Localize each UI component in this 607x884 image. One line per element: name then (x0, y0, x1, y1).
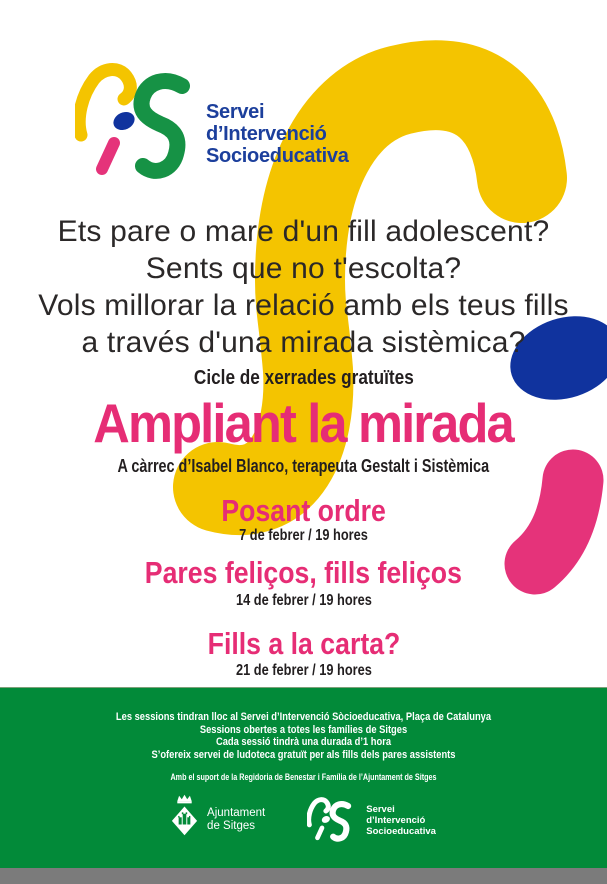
session-date-text: 21 de febrer / 19 hores (235, 662, 372, 679)
intro-line: Vols millorar la relació amb els teus fills (38, 289, 569, 322)
sis-footer-label (366, 804, 436, 837)
ajuntament-label-line: de Sitges (207, 820, 255, 832)
session-date-text: 14 de febrer / 19 hores (235, 592, 372, 609)
session-date (0, 662, 607, 680)
sis-footer-label-line: Servei (366, 803, 395, 815)
session-title-text: Fills a la carta? (207, 626, 400, 661)
intro-line: Ets pare o mare d'un fill adolescent? (57, 215, 550, 248)
logo-green-s (142, 81, 182, 171)
sis-footer-logo (307, 796, 436, 844)
series-kicker-text: Cicle de xerrades gratuïtes (193, 367, 414, 389)
footer-logos (0, 793, 607, 847)
session-title (0, 627, 607, 661)
ajuntament-sitges-logo (171, 793, 265, 847)
footer-info-line: S’ofereix servei de ludoteca gratuït per als fills dels pares assistents (151, 748, 456, 761)
logo-pink-bar (102, 143, 114, 169)
series-title (0, 391, 607, 455)
brand-line: d’Intervenció (206, 123, 327, 145)
intro-questions (0, 213, 607, 361)
ajuntament-label (207, 807, 265, 833)
series-kicker (0, 367, 607, 390)
session-date (0, 527, 607, 545)
brand-wordmark (206, 101, 349, 167)
series-subtitle (0, 456, 607, 477)
footer-band (0, 687, 607, 869)
sis-footer-label-line: d’Intervenció (366, 814, 426, 826)
sitges-crest-icon (171, 793, 198, 847)
intro-line: Sents que no t'escolta? (145, 252, 462, 285)
ajuntament-label-line: Ajuntament (207, 807, 266, 819)
bottom-gray-bar (0, 868, 607, 884)
brand-line: Socioeducativa (206, 145, 349, 167)
session-date-text: 7 de febrer / 19 hores (239, 527, 368, 544)
footer-info-line: Sessions obertes a totes les famílies de Sitges (199, 723, 408, 736)
session-title (0, 494, 607, 528)
footer-support-line: Amb el suport de la Regidoria de Benestar i Família de l’Ajuntament de Sitges (170, 772, 437, 782)
sis-footer-label-line: Socioeducativa (366, 825, 436, 837)
series-subtitle-text: A càrrec d’Isabel Blanco, terapeuta Gestalt i Sistèmica (117, 456, 490, 476)
intro-line: a través d'una mirada sistèmica? (81, 326, 526, 359)
session-title-text: Pares feliços, fills feliços (144, 555, 463, 590)
brand-line: Servei (206, 101, 265, 123)
sis-logo-icon (75, 60, 205, 185)
session-title (0, 556, 607, 590)
series-title-text: Ampliant la mirada (93, 392, 514, 454)
logo-blue-dot (110, 109, 137, 134)
session-title-text: Posant ordre (221, 493, 386, 528)
footer-info-line: Les sessions tindran lloc al Servei d’Intervenció Sòcioeducativa, Plaça de Catalunya (115, 711, 492, 723)
sis-squiggle-logo-white-icon (307, 796, 357, 844)
session-date (0, 592, 607, 610)
footer-info-line: Cada sessió tindrà una durada d’1 hora (215, 736, 392, 748)
footer-info (46, 711, 562, 761)
